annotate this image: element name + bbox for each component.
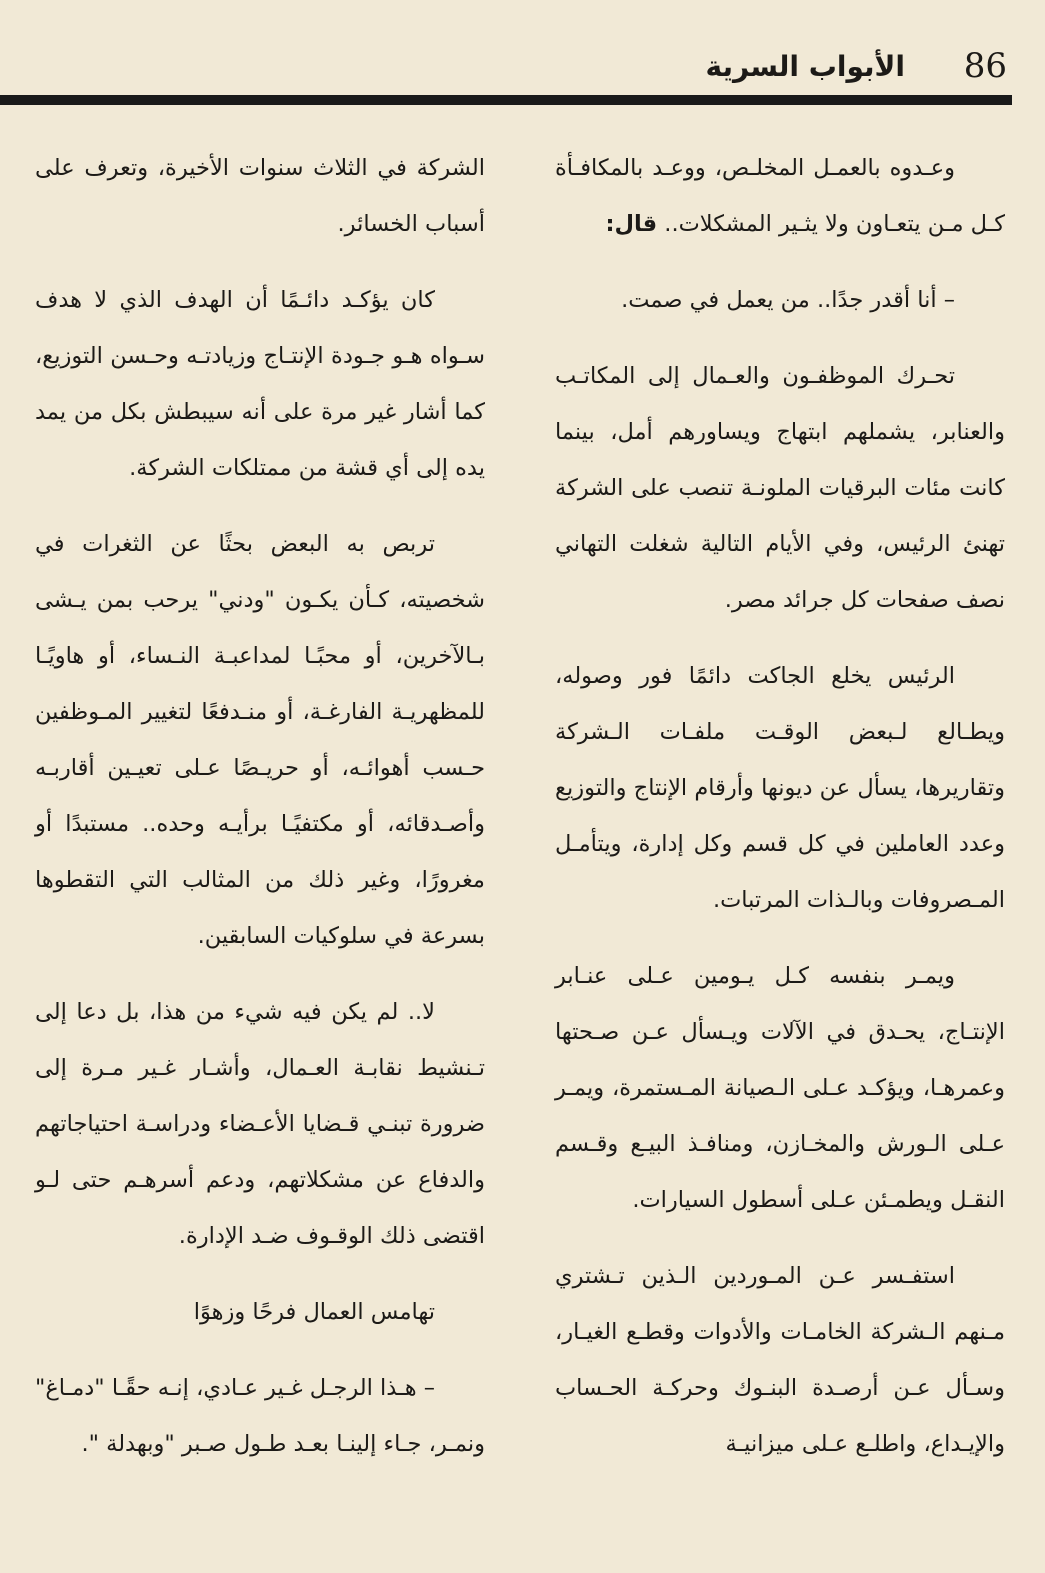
running-title: الأبواب السرية (705, 50, 905, 83)
paragraph: تهامس العمال فرحًا وزهوًا (193, 1299, 435, 1325)
paragraph: – أنا أقدر جدًا.. من يعمل في صمت. (621, 287, 955, 313)
left-column (35, 140, 485, 1492)
paragraph: الشركة في الثلاث سنوات الأخيرة، وتعرف على أسباب الخسائر. (35, 155, 485, 237)
paragraph: تحـرك الموظفـون والعـمال إلى المكاتـب والعنابر، يشملهم ابتهاج ويساورهم أمل، بينما كانت مئات البرقيات الملونـة تنصب على الشركة تهنئ الرئيس، وفي الأيام التالية شغلت التهاني نصف صفحات كل جرائد مصر. (555, 363, 1005, 613)
page-number: 86 (963, 46, 1007, 86)
paragraph-text: وعـدوه بالعمـل المخلـص، ووعـد بالمكافـأة كـل مـن يتعـاون ولا يثـير المشكلات.. (555, 155, 1005, 237)
paragraph: – هـذا الرجـل غـير عـادي، إنـه حقًـا "دمـاغ" ونمـر، جـاء إلينـا بعـد طـول صـبر "وبهدلة ". (35, 1375, 485, 1457)
paragraph (555, 140, 1005, 252)
paragraph: الرئيس يخلع الجاكت دائمًا فور وصوله، ويطـالع لـبعض الوقـت ملفـات الـشركة وتقاريرها، يسأل عن ديونها وأرقام الإنتاج والتوزيع وعدد العاملين في كل قسم وكل إدارة، ويتأمـل المـصروفات وبالـذات المرتبات. (555, 663, 1005, 913)
paragraph: ويمـر بنفسه كـل يـومين عـلى عنـابر الإنتـاج، يحـدق في الآلات ويـسأل عـن صـحتها وعمرهـا، ويؤكـد عـلى الـصيانة المـستمرة، ويمـر عـلى الـورش والمخـازن، ومنافـذ البيـع وقـسم النقـل ويطمـئن عـلى أسطول السيارات. (555, 963, 1005, 1213)
header-divider (0, 95, 1012, 105)
paragraph: تربص به البعض بحثًا عن الثغرات في شخصيته، كـأن يكـون "ودني" يرحب بمن يـشى بـالآخرين، أو محبًـا لمداعبـة النـساء، أو هاويًـا للمظهريـة الفارغـة، أو منـدفعًا لتغيير المـوظفين حـسب أهوائـه، أو حريـصًا عـلى تعيـين أقاربـه وأصـدقائه، أو مكتفيًـا برأيـه وحده.. مستبدًا أو مغرورًا، وغير ذلك من المثالب التي التقطوها بسرعة في سلوكيات السابقين. (35, 531, 485, 949)
paragraph: كان يؤكـد دائـمًا أن الهدف الذي لا هدف سـواه هـو جـودة الإنتـاج وزيادتـه وحـسن التوزيع، كما أشار غير مرة على أنه سيبطش بكل من يمد يده إلى أي قشة من ممتلكات الشركة. (35, 287, 485, 481)
paragraph: لا.. لم يكن فيه شيء من هذا، بل دعا إلى تـنشيط نقابـة العـمال، وأشـار غـير مـرة إلى ضرورة تبنـي قـضايا الأعـضاء ودراسـة احتياجاتهم والدفاع عن مشكلاتهم، ودعم أسرهـم حتى لـو اقتضى ذلك الوقـوف ضـد الإدارة. (35, 999, 485, 1249)
paragraph: استفـسر عـن المـوردين الـذين تـشتري مـنهم الـشركة الخامـات والأدوات وقطـع الغيـار، وسـأل عـن أرصـدة البنـوك وحركـة الحـساب والإيـداع، واطلـع عـلى ميزانيـة (555, 1263, 1005, 1457)
right-column (555, 140, 1005, 1492)
paragraph-bold-text: قال: (605, 211, 658, 237)
page-header (0, 36, 1045, 86)
